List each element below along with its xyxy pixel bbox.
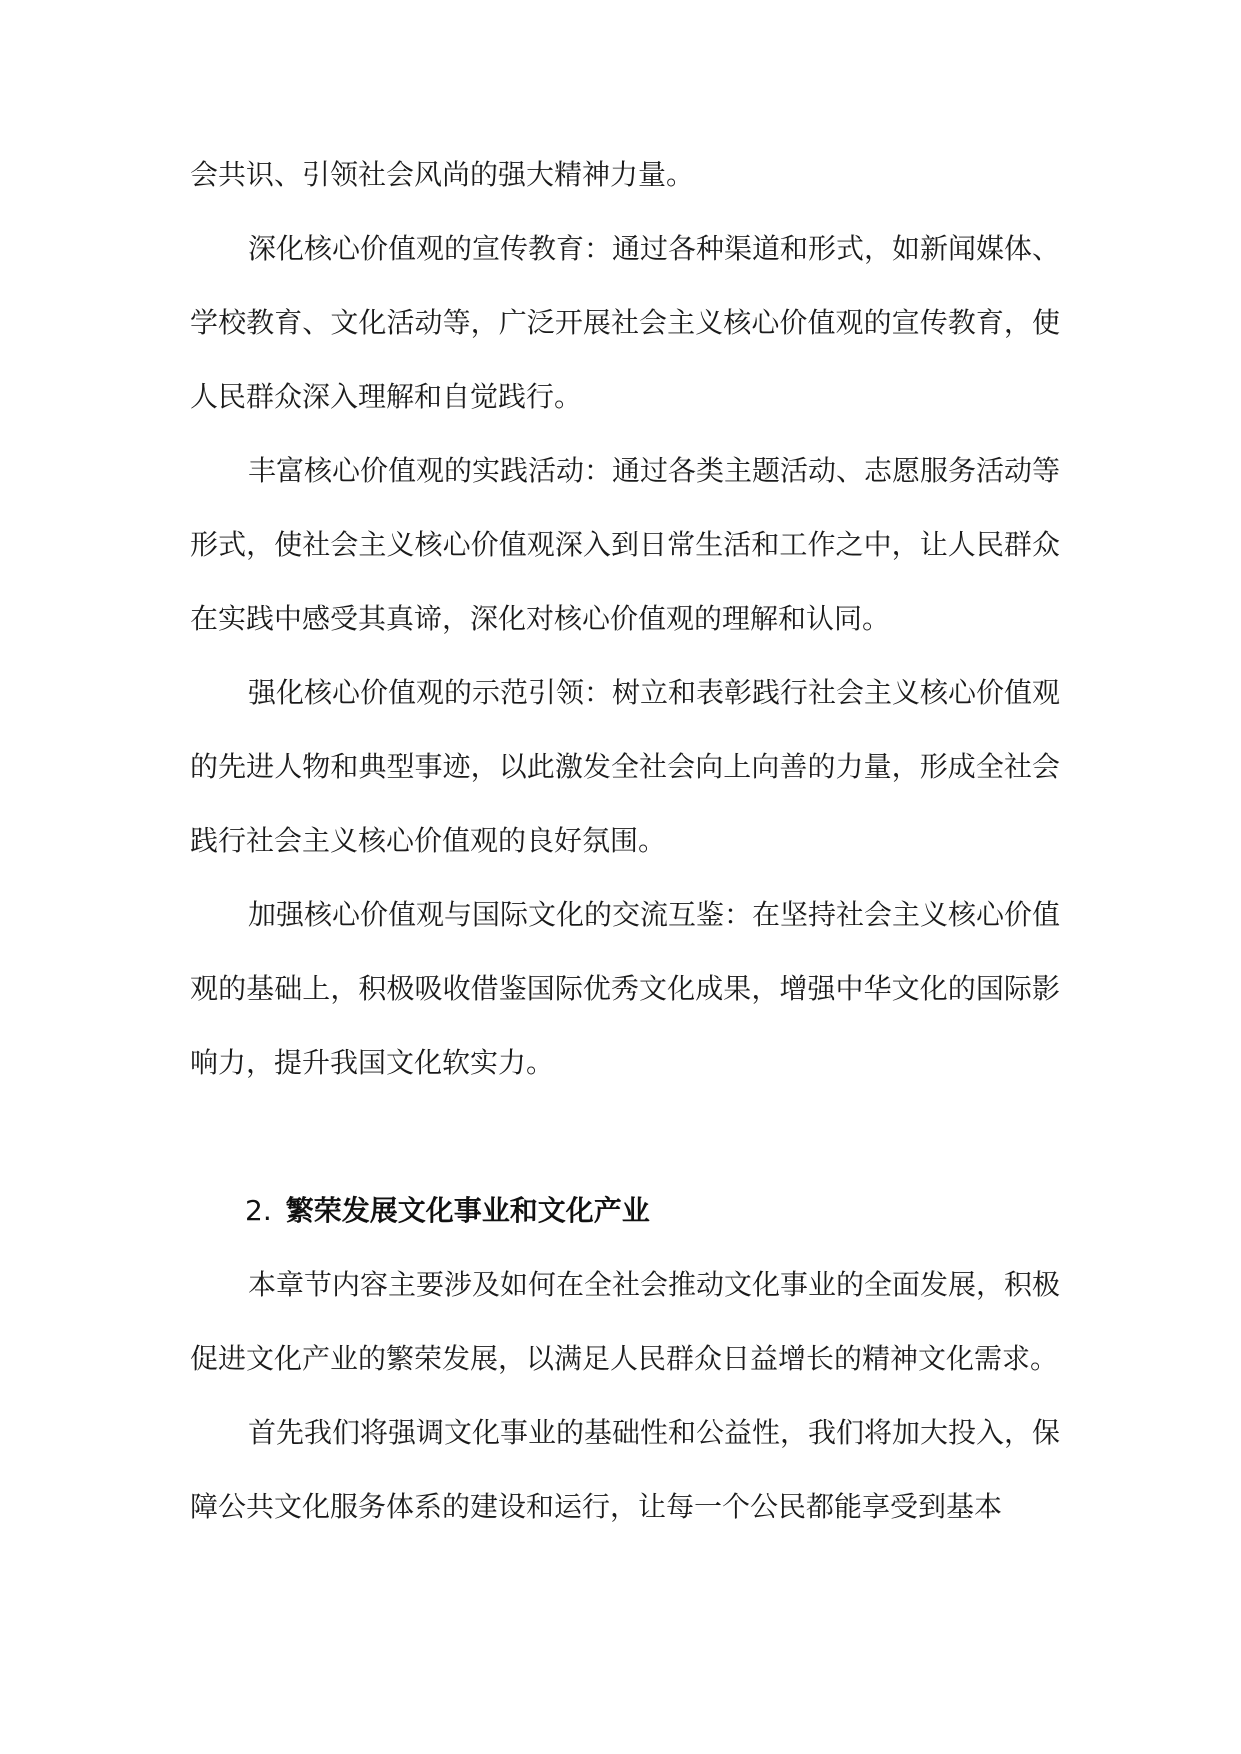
paragraph-public-welfare: 首先我们将强调文化事业的基础性和公益性，我们将加大投入，保障公共文化服务体系的建设和运行，让每一个公民都能享受到基本 — [190, 1416, 1061, 1523]
paragraph-practice-activities: 丰富核心价值观的实践活动：通过各类主题活动、志愿服务活动等形式，使社会主义核心价值观深入到日常生活和工作之中，让人民群众在实践中感受其真谛，深化对核心价值观的理解和认同。 — [190, 454, 1061, 635]
paragraph-international-exchange: 加强核心价值观与国际文化的交流互鉴：在坚持社会主义核心价值观的基础上，积极吸收借鉴国际优秀文化成果，增强中华文化的国际影响力，提升我国文化软实力。 — [190, 898, 1061, 1079]
section-heading — [190, 1174, 1060, 1248]
section-title: 繁荣发展文化事业和文化产业 — [285, 1194, 650, 1227]
paragraph-continuation: 会共识、引领社会风尚的强大精神力量。 — [190, 158, 695, 191]
section-number: 2. — [245, 1194, 272, 1227]
paragraph-chapter-overview: 本章节内容主要涉及如何在全社会推动文化事业的全面发展，积极促进文化产业的繁荣发展，以满足人民群众日益增长的精神文化需求。 — [190, 1268, 1061, 1375]
document-body — [190, 138, 1060, 1544]
paragraph-promotion-education: 深化核心价值观的宣传教育：通过各种渠道和形式，如新闻媒体、学校教育、文化活动等，广泛开展社会主义核心价值观的宣传教育，使人民群众深入理解和自觉践行。 — [190, 232, 1061, 413]
paragraph-exemplary-guidance: 强化核心价值观的示范引领：树立和表彰践行社会主义核心价值观的先进人物和典型事迹，以此激发全社会向上向善的力量，形成全社会践行社会主义核心价值观的良好氛围。 — [190, 676, 1061, 857]
